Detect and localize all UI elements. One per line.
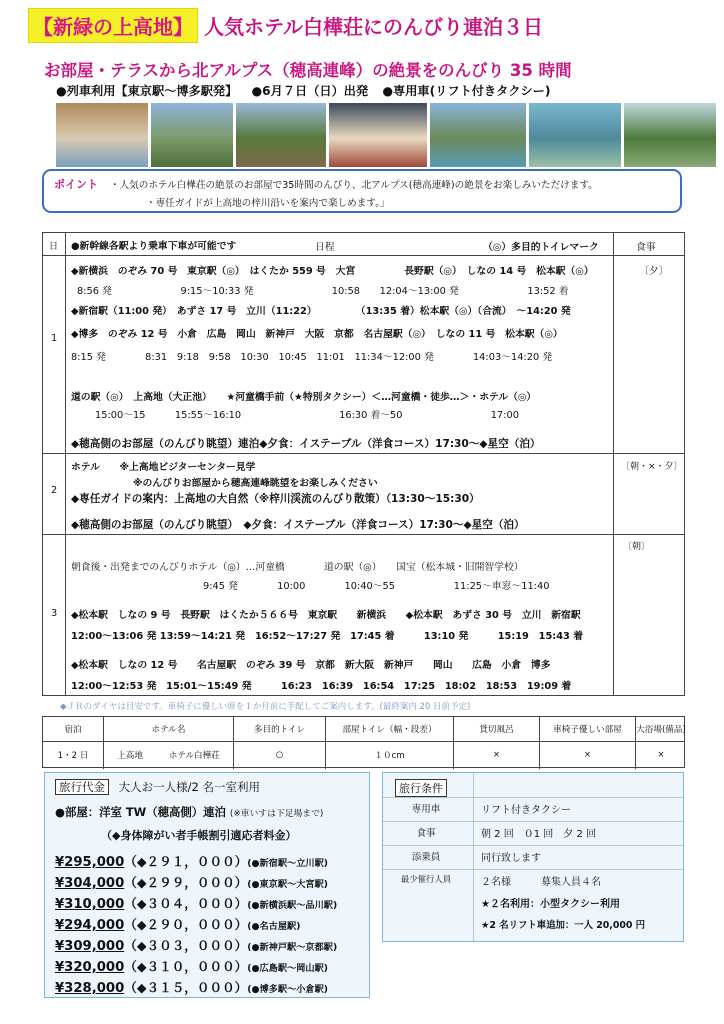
cell-accessible-toilet: ○ [233,741,325,769]
price-row [55,872,328,891]
day-1-route-1: ◆新横浜 のぞみ 70 号 東京駅（◎） はくたか 559 号 大宮 長野駅（◎） しなの 14 号 松本駅（◎） [71,266,594,277]
cell-room-toilet: １０cm [325,741,453,769]
price-heading: 大人お一人様/2 名一室利用 [118,780,261,794]
departure-station: (●名古屋駅) [247,921,301,932]
mountain-bridge-photo [151,103,233,167]
cell-public-bath: × [635,741,686,769]
day-3-times-2: 12:00～13:06 発 13:59～14:21 発 16:52～17:27 発 17:45 着 13:10 発 15:19 15:43 着 [71,631,584,642]
meta-date: ●6月７日（日）出発 [251,84,369,98]
room-type: ●部屋：洋室 TW（穂高側）連泊 [55,805,226,819]
subtitle: お部屋・テラスから北アルプス（穂高連峰）の絶景をのんびり 35 時間 [44,61,572,80]
day-2-line-2: ※のんびりお部屋から穂高連峰眺望をお楽しみください [133,478,378,489]
forest-photo [624,103,716,167]
day-2-line-4: ◆穂高側のお部屋（のんびり眺望） ◆夕食：イステーブル（洋食コース）17:30～◆星空（泊） [71,519,525,531]
col-header: ●新幹線各駅より乗車下車が可能です [71,241,237,252]
discount-amount: （◆２９９，０００） [124,875,248,890]
col-day: 日 [49,242,59,252]
departure-station: (●新神戸駅～京都駅) [247,942,338,953]
river-photo [529,103,621,167]
price-row [55,935,337,954]
condition-value: ２名様 募集人員４名 [481,877,601,888]
discount-amount: （◆２９０，０００） [124,917,248,932]
title-tag: 【新緑の上高地】 [28,8,198,43]
conditions-box [382,772,684,942]
price-amount: ¥328,000 [55,981,125,996]
point-label: ポイント [54,178,98,191]
col-toilet-mark: （◎）多目的トイレマーク [483,242,599,253]
price-amount: ¥310,000 [55,897,125,912]
conditions-label: 旅行条件 [395,779,447,797]
header-hotel-name: ホテル名 [103,717,233,741]
discount-amount: （◆２９１，０００） [124,854,248,869]
hotel-room-photo [56,103,148,167]
price-row [55,893,337,912]
price-amount: ¥304,000 [55,876,125,891]
departure-station: (●新横浜駅～品川駅) [247,900,338,911]
header-accessible-toilet: 多目的トイレ [233,717,325,741]
day-3-meal: 〔朝〕 [623,542,651,552]
condition-label: 最少催行人員 [400,874,452,884]
meta-vehicle: ●専用車(リフト付きタクシー) [382,84,551,98]
price-amount: ¥320,000 [55,960,125,975]
header-wheelchair-room: 車椅子優しい部屋 [539,717,635,741]
pond-mountain-photo [430,103,526,167]
header-stay-days: 宿泊 [64,725,82,735]
point-line-2: ・専任ガイドが上高地の梓川沿いを案内で楽しめます。」 [146,198,390,209]
day-1-stay: ◆穂高側のお部屋（のんびり眺望）連泊◆夕食：イステーブル（洋食コース）17:30～◆星空（泊） [71,438,541,450]
day-2-meal: 〔朝・×・夕〕 [621,462,683,472]
price-row [55,914,300,933]
cell-private-bath: × [453,741,539,769]
day-1-number: 1 [51,333,58,344]
day-1-times-3: 8:15 発 8:31 9:18 9:58 10:30 10:45 11:01 11:34～12:00 発 14:03～14:20 発 [71,352,553,363]
cell-stay-days: 1・2 日 [57,751,89,761]
price-box [44,772,370,998]
meta-train: ●列車利用【東京駅～博多駅発】 [56,84,238,98]
day-1-times-1: 8:56 発 9:15～10:33 発 10:58 12:04～13:00 発 13:52 着 [77,286,569,297]
day-1-meal: 〔夕〕 [639,266,669,277]
condition-label: 専用車 [411,804,441,815]
price-row [55,977,328,996]
day-3-route-2: ◆松本駅 しなの 9 号 長野駅 はくたか５６６号 東京駅 新横浜 ◆松本駅 あずさ 30 号 立川 新宿駅 [71,610,581,621]
cell-wheelchair-room: × [539,741,635,769]
discount-amount: （◆３１０，０００） [124,959,248,974]
header-room-toilet: 部屋トイレ（幅・段差） [325,717,453,741]
guide-wheelchair-photo [236,103,326,167]
day-3-times-1: 9:45 発 10:00 10:40～55 11:25～車窓～11:40 [203,581,550,592]
price-label: 旅行代金 [55,779,109,795]
day-1-route-2: ◆新宿駅（11:00 発） あずさ 17 号 立川（11:22） （13:35 着）松本駅（◎）（合流） ～14:20 発 [71,306,571,317]
price-amount: ¥294,000 [55,918,125,933]
title-bar [28,8,543,42]
discount-amount: （◆３１５，０００） [124,980,248,995]
condition-label: 食事 [416,828,436,839]
day-2-line-1: ホテル ※上高地ビジターセンター見学 [71,462,256,473]
day-3-route-3: ◆松本駅 しなの 12 号 名古屋駅 のぞみ 39 号 京都 新大阪 新神戸 岡山 広島 小倉 博多 [71,660,551,671]
price-row [55,956,328,975]
timetable-note: ◆ＪＲのダイヤは目安です。車椅子に優しい席を１か月前に手配してご案内します。(最終案内 20 日前予定) [60,702,471,712]
price-amount: ¥295,000 [55,855,125,870]
day-3-times-3: 12:00～12:53 発 15:01～15:49 発 16:23 16:39 16:54 17:25 18:02 18:53 19:09 着 [71,681,572,692]
departure-station: (●博多駅～小倉駅) [247,984,329,995]
hotel-table [42,716,685,768]
point-line-1: ・人気のホテル白樺荘の絶景のお部屋で35時間のんびり、北アルプス(穂高連峰)の絶景をお楽しみいただけます。 [110,180,598,191]
page-title: 人気ホテル白樺荘にのんびり連泊３日 [204,14,543,39]
photo-strip [56,103,716,167]
tour-meta [56,82,560,99]
price-row [55,851,328,870]
day-3-number: 3 [51,608,58,619]
departure-station: (●広島駅～岡山駅) [247,963,329,974]
condition-value: リフト付きタクシー [481,805,571,816]
condition-label: 添乗員 [411,852,441,863]
discount-amount: （◆３０４，０００） [124,896,248,911]
point-box [42,169,682,213]
discount-note: （◆身体障がい者手帳割引適応者料金） [101,829,297,842]
schedule-table [42,232,685,696]
day-3-route-1: 朝食後・出発までのんびりホテル（◎）…河童橋 道の駅（◎） 国宝（松本城・旧開智学校） [71,562,524,573]
day-1-route-4: 道の駅（◎） 上高地（大正池） ★河童橋手前（★特別タクシー）＜…河童橋・徒歩…＞・ホテル（◎） [71,392,537,403]
day-2-line-3: ◆専任ガイドの案内：上高地の大自然（※梓川渓流のんびり散策）（13:30～15:30） [71,493,480,505]
header-public-bath: 大浴場(備品) [635,717,686,741]
cell-hotel-name: 上高地 ホテル白樺荘 [103,741,233,769]
condition-extra-1: ★２名利用：小型タクシー利用 [481,899,620,910]
room-note: (※車いすは下足場まで) [229,809,324,819]
terrace-photo [329,103,427,167]
day-2-number: 2 [51,485,58,496]
condition-value: 朝 2 回 ０1 回 夕 2 回 [481,829,596,840]
departure-station: (●新宿駅～立川駅) [247,858,329,869]
price-amount: ¥309,000 [55,939,125,954]
condition-value: 同行致します [481,853,541,864]
day-1-route-3: ◆博多 のぞみ 12 号 小倉 広島 岡山 新神戸 大阪 京都 名古屋駅（◎） しなの 11 号 松本駅（◎） [71,329,563,340]
condition-extra-2: ★2 名リフト車追加：一人 20,000 円 [481,920,646,931]
day-1-times-4: 15:00～15 15:55～16:10 16:30 着～50 17:00 [95,410,519,421]
header-private-bath: 貸切風呂 [453,717,539,741]
col-meal: 食事 [636,242,656,253]
departure-station: (●東京駅～大宮駅) [247,879,329,890]
discount-amount: （◆３０３，０００） [124,938,248,953]
col-itinerary: 日程 [315,242,335,253]
